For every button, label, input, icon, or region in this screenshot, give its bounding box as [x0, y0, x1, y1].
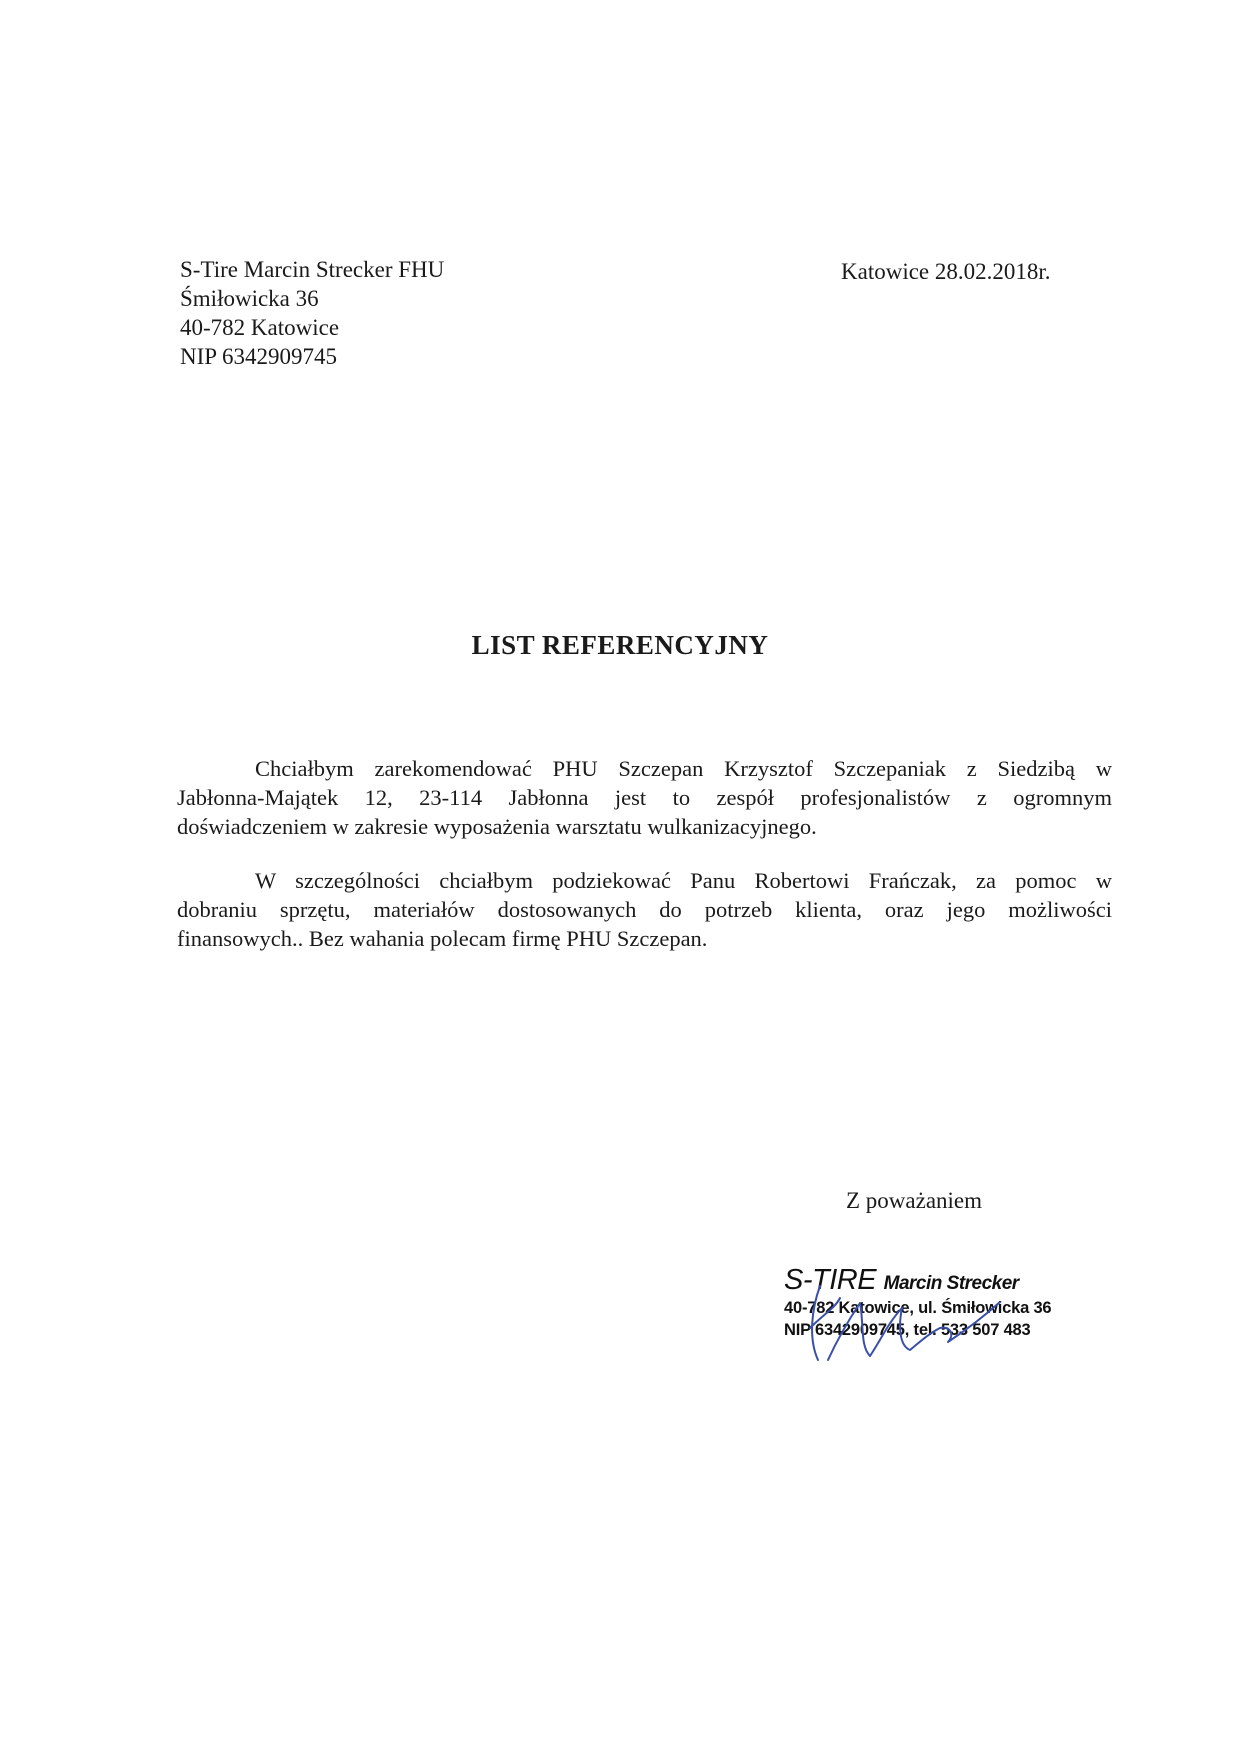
sender-street: Śmiłowicka 36 — [180, 286, 319, 311]
company-stamp — [784, 1264, 1051, 1341]
sender-nip: NIP 6342909745 — [180, 344, 337, 369]
stamp-contact: NIP 6342909745, tel. 533 507 483 — [784, 1321, 1031, 1339]
stamp-owner: Marcin Strecker — [883, 1273, 1019, 1294]
document-title: LIST REFERENCYJNY — [471, 630, 769, 660]
stamp-title — [784, 1264, 1051, 1297]
paragraph-line: Chciałbym zarekomendować PHU Szczepan Krzysztof Szczepaniak z Siedzibą w — [255, 756, 1112, 781]
paragraph-thanks — [177, 866, 1112, 953]
paragraph-line: dobraniu sprzętu, materiałów dostosowanych do potrzeb klienta, oraz jego możliwości — [177, 897, 1112, 922]
closing-salutation: Z poważaniem — [846, 1188, 983, 1213]
sender-city: 40-782 Katowice — [180, 315, 340, 340]
paragraph-line: doświadczeniem w zakresie wyposażenia warsztatu wulkanizacyjnego. — [177, 814, 817, 839]
stamp-address: 40-782 Katowice, ul. Śmiłowicka 36 — [784, 1299, 1052, 1317]
paragraph-recommendation — [177, 754, 1112, 841]
sender-company: S-Tire Marcin Strecker FHU — [180, 257, 445, 282]
paragraph-line: Jabłonna-Majątek 12, 23-114 Jabłonna jest to zespół profesjonalistów z ogromnym — [177, 785, 1112, 810]
stamp-brand: S-TIRE — [784, 1264, 877, 1296]
place-and-date: Katowice 28.02.2018r. — [841, 259, 1051, 284]
sender-address-block — [180, 255, 444, 371]
paragraph-line: finansowych.. Bez wahania polecam firmę PHU Szczepan. — [177, 926, 708, 951]
paragraph-line: W szczególności chciałbym podziekować Panu Robertowi Frańczak, za pomoc w — [255, 868, 1112, 893]
